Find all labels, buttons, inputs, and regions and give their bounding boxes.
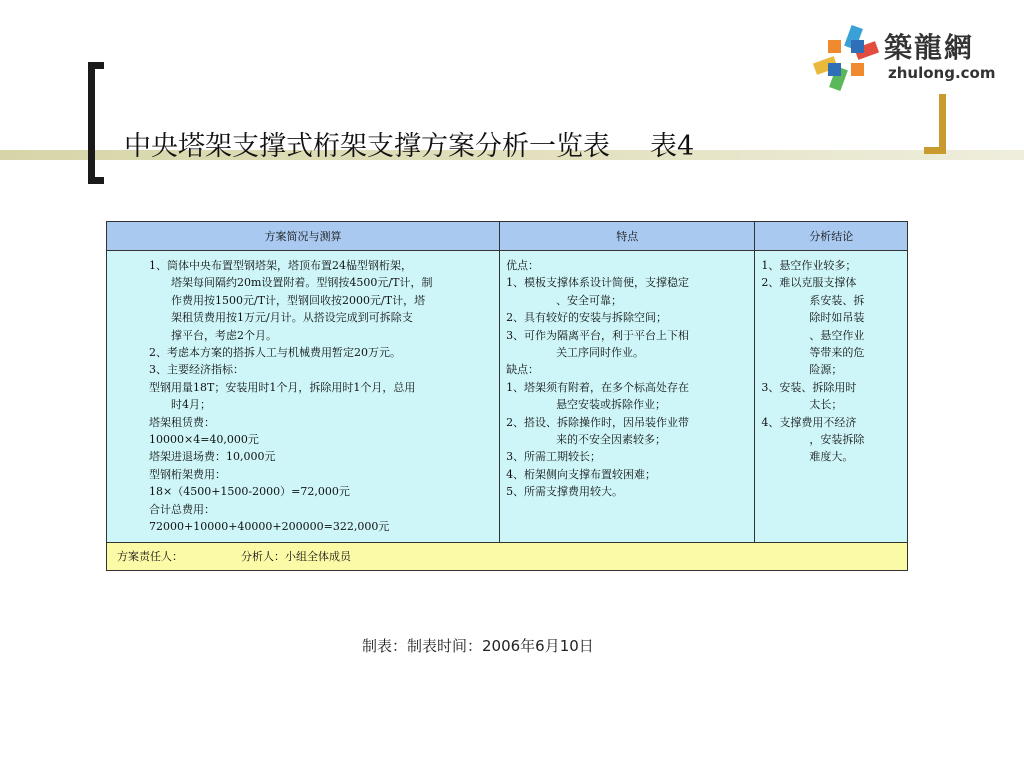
table-header-row [107, 222, 908, 251]
overview-line: 2、考虑本方案的搭拆人工与机械费用暂定20万元。 [149, 346, 401, 360]
conclusion-line: 系安装、拆 [809, 293, 865, 307]
features-line: 3、所需工期较长； [506, 450, 602, 464]
overview-line: 撑平台，考虑2个月。 [171, 328, 277, 342]
conclusion-line: 2、难以克服支撑体 [761, 276, 857, 290]
features-line: 悬空安装或拆除作业； [556, 398, 667, 412]
features-line: 4、桁架侧向支撑布置较困难； [506, 467, 657, 481]
overview-line: 作费用按1500元/T计，型钢回收按2000元/T计，塔 [171, 293, 426, 307]
features-line: 、安全可靠； [556, 293, 623, 307]
conclusion-line: 险源； [809, 363, 843, 377]
conclusion-line: 难度大。 [809, 450, 854, 464]
features-line: 1、模板支撑体系设计简便，支撑稳定 [506, 276, 690, 290]
responsible-person-label: 方案责任人： [117, 550, 183, 563]
conclusion-line: 、悬空作业 [809, 328, 865, 342]
features-line: 优点： [506, 259, 540, 272]
overview-line: 时4月； [171, 398, 211, 412]
header-conclusion: 分析结论 [755, 222, 908, 251]
slide-title [124, 124, 694, 163]
features-line: 3、可作为隔离平台，利于平台上下相 [506, 328, 690, 342]
footer-cell [107, 542, 908, 570]
conclusion-line: 等带来的危 [809, 346, 865, 360]
conclusion-line: 除时如吊装 [809, 311, 865, 325]
table-body-row [107, 251, 908, 543]
overview-line: 10000×4=40,000元 [149, 433, 259, 447]
features-line: 来的不安全因素较多； [556, 433, 667, 447]
overview-line: 72000+10000+40000+200000=322,000元 [149, 520, 390, 534]
features-cell [500, 251, 755, 543]
conclusion-line: 太长； [809, 398, 843, 412]
overview-line: 合计总费用： [149, 502, 215, 516]
overview-line: 型钢桁架费用： [149, 467, 226, 481]
features-line: 缺点： [506, 363, 540, 377]
header-overview: 方案简况与测算 [107, 222, 500, 251]
features-line: 2、具有较好的安装与拆除空间； [506, 311, 668, 325]
conclusion-line: 4、支撑费用不经济 [761, 415, 857, 429]
conclusion-cell [755, 251, 908, 543]
features-line: 5、所需支撑费用较大。 [506, 485, 624, 499]
overview-line: 1、筒体中央布置型钢塔架，塔顶布置24榀型钢桁架， [149, 259, 412, 272]
overview-line: 塔架租赁费： [149, 415, 215, 429]
conclusion-line: 3、安装、拆除用时 [761, 380, 857, 394]
features-line: 2、搭设、拆除操作时，因吊装作业带 [506, 415, 690, 429]
features-line: 关工序同时作业。 [556, 346, 645, 360]
title-text: 中央塔架支撑式桁架支撑方案分析一览表 [124, 131, 610, 162]
overview-cell [107, 251, 500, 543]
overview-line: 塔架进退场费：10,000元 [149, 450, 276, 464]
table-footer-row [107, 542, 908, 570]
table-caption: 制表：制表时间：2006年6月10日 [362, 637, 594, 655]
right-bracket-decoration [924, 94, 946, 154]
conclusion-line: ，安装拆除 [809, 433, 865, 447]
overview-line: 塔架每间隔约20m设置附着。型钢按4500元/T计，制 [171, 276, 433, 290]
overview-line: 18×（4500+1500-2000）=72,000元 [149, 485, 350, 499]
overview-line: 架租赁费用按1万元/月计。从搭设完成到可拆除支 [171, 311, 413, 325]
logo-characters: 築龍網 [884, 31, 975, 64]
logo-url: zhulong.com [888, 64, 996, 82]
conclusion-line: 1、悬空作业较多； [761, 259, 857, 272]
table-number: 表4 [650, 131, 695, 162]
left-bracket-decoration [88, 62, 104, 184]
features-line: 1、塔架须有附着，在多个标高处存在 [506, 380, 690, 394]
overview-line: 型钢用量18T；安装用时1个月，拆除用时1个月，总用 [149, 380, 416, 394]
analyst-label: 分析人：小组全体成员 [241, 550, 351, 563]
analysis-table [106, 221, 908, 571]
header-features: 特点 [500, 222, 755, 251]
overview-line: 3、主要经济指标： [149, 363, 244, 377]
